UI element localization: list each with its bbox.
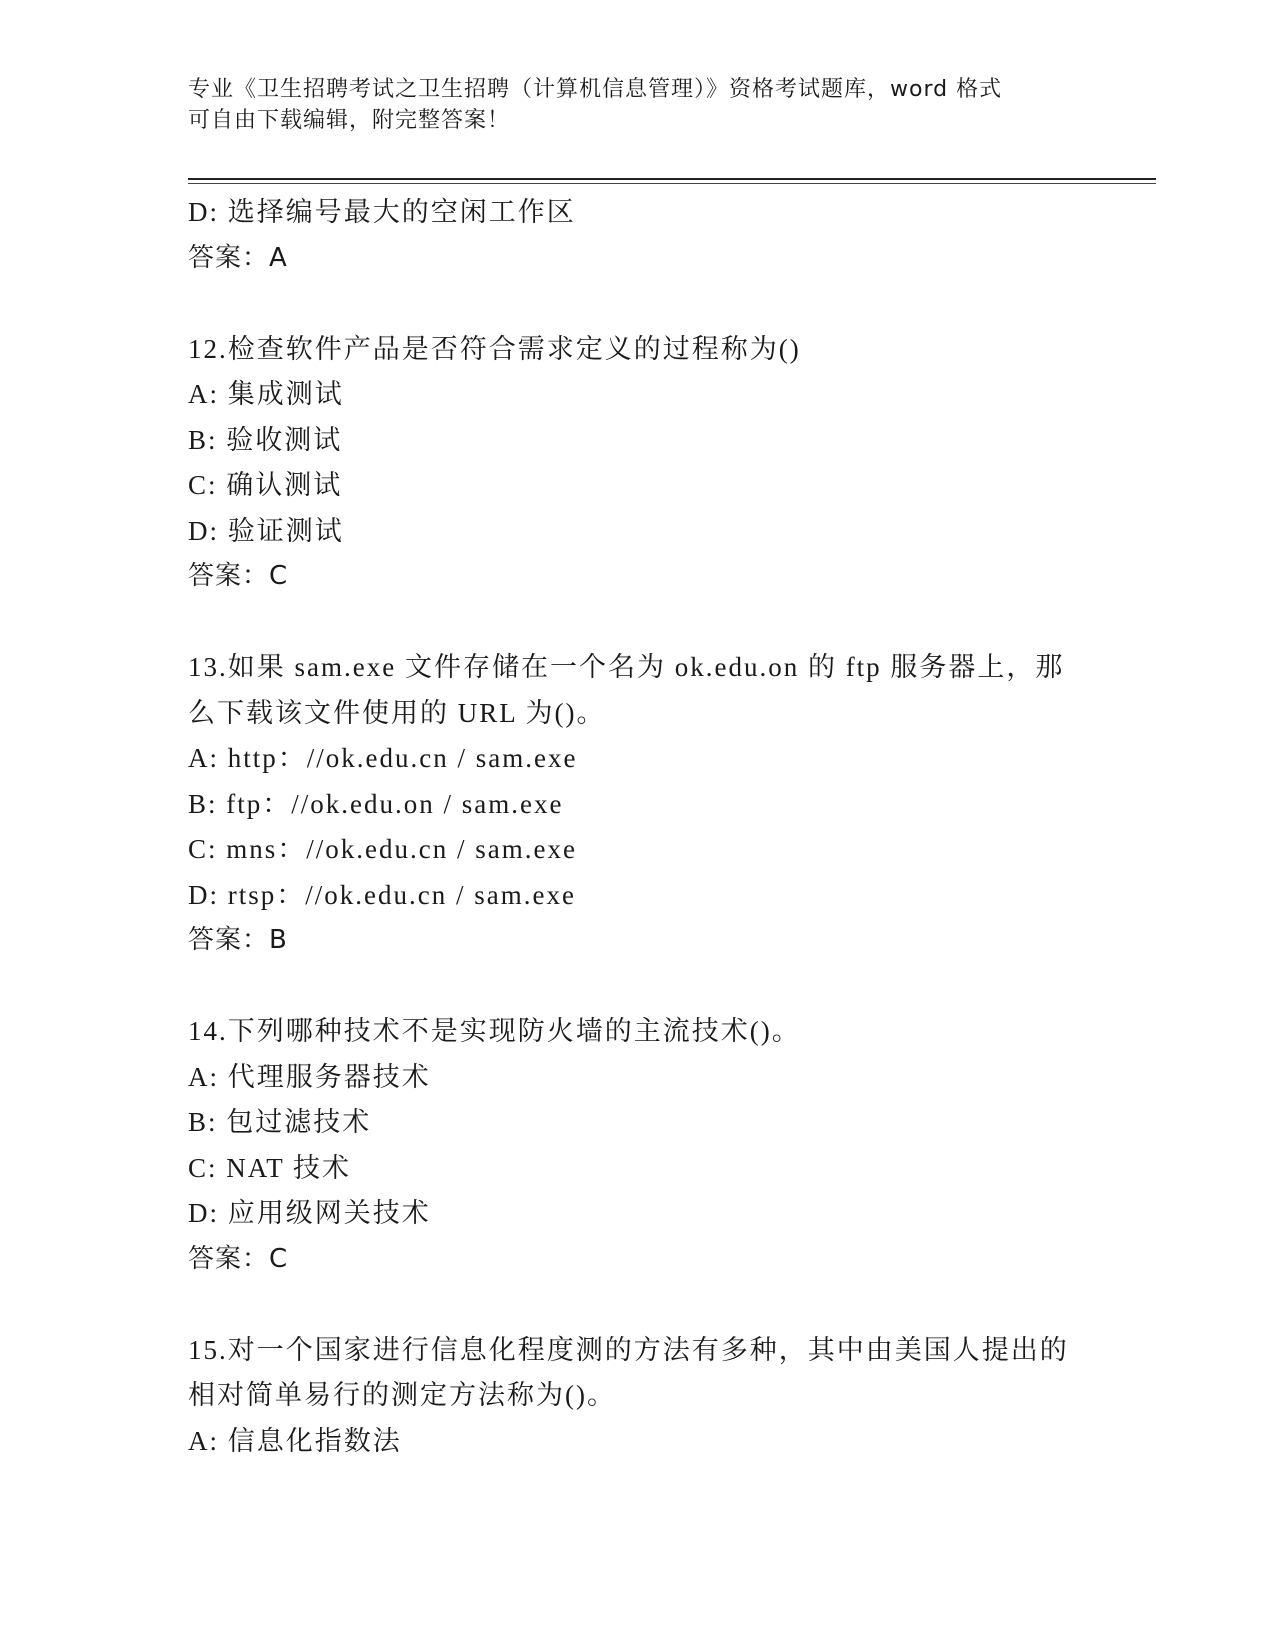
option-c: C: NAT 技术: [188, 1152, 352, 1183]
option-a: A: 信息化指数法: [188, 1425, 402, 1456]
question-14: [188, 1009, 1088, 1282]
question-13: [188, 645, 1088, 964]
option-a: A: 集成测试: [188, 379, 344, 409]
option-b: B: ftp：//ok.edu.on / sam.exe: [188, 788, 564, 819]
header-divider-thick: [188, 178, 1156, 180]
question-stem-cont: 相对简单易行的测定方法称为()。: [188, 1380, 616, 1410]
answer-line: 答案：A: [188, 242, 288, 273]
option-d: D: 验证测试: [188, 515, 344, 546]
question-12: [188, 327, 1088, 600]
question-stem: 15.对一个国家进行信息化程度测的方法有多种，其中由美国人提出的: [188, 1334, 1069, 1365]
option-c: C: 确认测试: [188, 470, 343, 500]
answer-line: 答案：C: [188, 561, 289, 591]
answer-line: 答案：C: [188, 1243, 289, 1274]
header-line-1: 专业《卫生招聘考试之卫生招聘（计算机信息管理）》资格考试题库，word 格式: [188, 77, 1003, 102]
answer-line: 答案：B: [188, 925, 288, 955]
spacer: [188, 1282, 1088, 1328]
question-stem-cont: 么下载该文件使用的 URL 为()。: [188, 697, 606, 728]
option-d: D: rtsp：//ok.edu.cn / sam.exe: [188, 879, 576, 910]
question-11-tail: [188, 190, 1088, 281]
question-stem: 12.检查软件产品是否符合需求定义的过程称为(): [188, 333, 801, 364]
spacer: [188, 600, 1088, 646]
question-15: [188, 1328, 1088, 1465]
question-stem: 13.如果 sam.exe 文件存储在一个名为 ok.edu.on 的 ftp 服务器上，那: [188, 652, 1065, 682]
option-a: A: http：//ok.edu.cn / sam.exe: [188, 743, 578, 773]
spacer: [188, 281, 1088, 327]
spacer: [188, 964, 1088, 1010]
header-divider-thin: [188, 183, 1156, 184]
option-b: B: 验收测试: [188, 424, 343, 455]
question-stem: 14.下列哪种技术不是实现防火墙的主流技术()。: [188, 1016, 801, 1046]
option-d: D: 应用级网关技术: [188, 1198, 431, 1228]
header-line-2: 可自由下载编辑，附完整答案！: [188, 108, 511, 133]
option-d: D: 选择编号最大的空闲工作区: [188, 197, 576, 227]
page-header: [188, 74, 1088, 136]
option-b: B: 包过滤技术: [188, 1107, 372, 1137]
option-c: C: mns：//ok.edu.cn / sam.exe: [188, 834, 577, 864]
question-list: [188, 190, 1088, 1464]
option-a: A: 代理服务器技术: [188, 1061, 431, 1092]
